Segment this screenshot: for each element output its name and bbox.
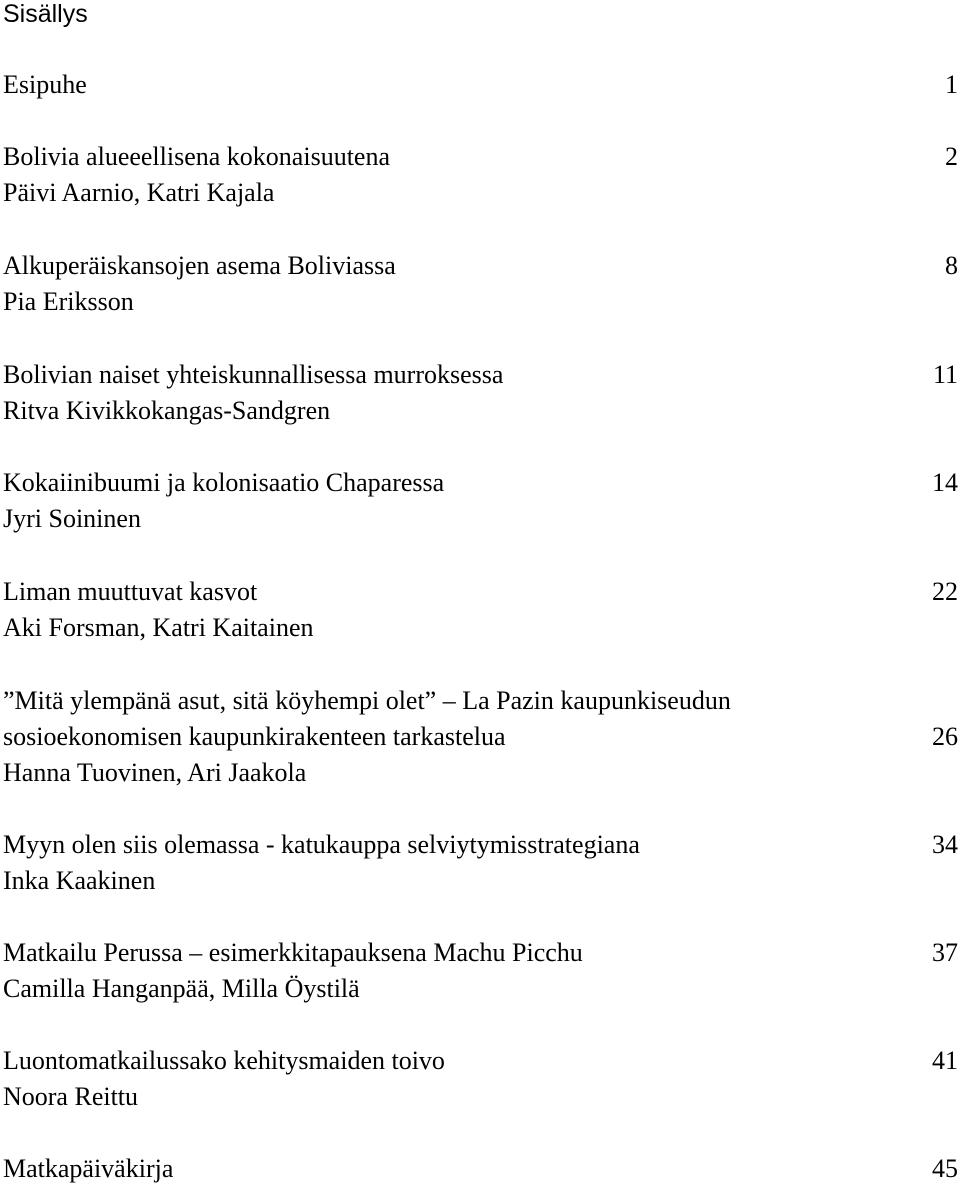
toc-line <box>3 393 958 429</box>
toc-entry-author: Päivi Aarnio, Katri Kajala <box>3 178 275 207</box>
toc-line <box>3 683 958 719</box>
toc-line <box>3 139 958 175</box>
toc-page-number: 1 <box>945 70 958 99</box>
toc-line <box>3 719 958 755</box>
toc-entry <box>3 1151 958 1187</box>
toc-line <box>3 755 958 791</box>
toc-entry-author: Camilla Hanganpää, Milla Öystilä <box>3 974 360 1003</box>
toc-entry-author: Jyri Soininen <box>3 504 141 533</box>
page-title: Sisällys <box>3 0 88 28</box>
toc-entry-author: Hanna Tuovinen, Ari Jaakola <box>3 758 307 787</box>
toc-line <box>3 971 958 1007</box>
toc-entry <box>3 574 958 646</box>
toc-entry <box>3 67 958 103</box>
toc-entry-author: Noora Reittu <box>3 1082 139 1111</box>
toc-line <box>3 863 958 899</box>
toc-entry <box>3 465 958 537</box>
toc-entry <box>3 248 958 320</box>
toc-entry-title: Liman muuttuvat kasvot <box>3 577 258 606</box>
toc-entry-author: Pia Eriksson <box>3 287 134 316</box>
toc-entry-title: Bolivian naiset yhteiskunnallisessa murroksessa <box>3 360 504 389</box>
table-of-contents <box>3 0 958 1187</box>
toc-line <box>3 610 958 646</box>
toc-line <box>3 1043 958 1079</box>
toc-entry-title-continued: sosioekonomisen kaupunkirakenteen tarkastelua <box>3 722 506 751</box>
toc-entry <box>3 935 958 1007</box>
toc-entry <box>3 139 958 211</box>
toc-line <box>3 935 958 971</box>
toc-line <box>3 67 958 103</box>
toc-line <box>3 1151 958 1187</box>
toc-entry-author: Aki Forsman, Katri Kaitainen <box>3 613 314 642</box>
toc-page-number: 14 <box>932 468 958 497</box>
toc-page-number: 34 <box>932 830 958 859</box>
toc-entry-author: Inka Kaakinen <box>3 866 156 895</box>
toc-line <box>3 501 958 537</box>
toc-line <box>3 574 958 610</box>
toc-line <box>3 175 958 211</box>
toc-entry-title: Matkailu Perussa – esimerkkitapauksena Machu Picchu <box>3 938 583 967</box>
toc-entry <box>3 357 958 429</box>
toc-entry-author: Ritva Kivikkokangas-Sandgren <box>3 396 331 425</box>
toc-page-number: 11 <box>932 360 958 389</box>
toc-entry-title: Bolivia alueeellisena kokonaisuutena <box>3 142 390 171</box>
toc-line <box>3 827 958 863</box>
toc-entry <box>3 683 958 791</box>
toc-entry-title: Luontomatkailussako kehitysmaiden toivo <box>3 1046 445 1075</box>
toc-entry-title: Alkuperäiskansojen asema Boliviassa <box>3 251 396 280</box>
toc-page-number: 37 <box>932 938 958 967</box>
toc-line <box>3 357 958 393</box>
toc-entry <box>3 1043 958 1115</box>
toc-entry-title: Esipuhe <box>3 70 87 99</box>
toc-page-number: 8 <box>945 251 958 280</box>
toc-page-number: 26 <box>932 722 958 751</box>
toc-page-number: 41 <box>932 1046 958 1075</box>
toc-entry-title: Myyn olen siis olemassa - katukauppa selviytymisstrategiana <box>3 830 640 859</box>
toc-page-number: 2 <box>945 142 958 171</box>
toc-entry <box>3 827 958 899</box>
toc-entry-title: ”Mitä ylempänä asut, sitä köyhempi olet” – La Pazin kaupunkiseudun <box>3 686 731 715</box>
toc-page-number: 45 <box>932 1154 958 1183</box>
toc-line <box>3 248 958 284</box>
toc-entry-title: Matkapäiväkirja <box>3 1154 174 1183</box>
toc-page-number: 22 <box>932 577 958 606</box>
toc-line <box>3 465 958 501</box>
toc-line <box>3 284 958 320</box>
toc-line <box>3 1079 958 1115</box>
toc-entry-title: Kokaiinibuumi ja kolonisaatio Chaparessa <box>3 468 445 497</box>
